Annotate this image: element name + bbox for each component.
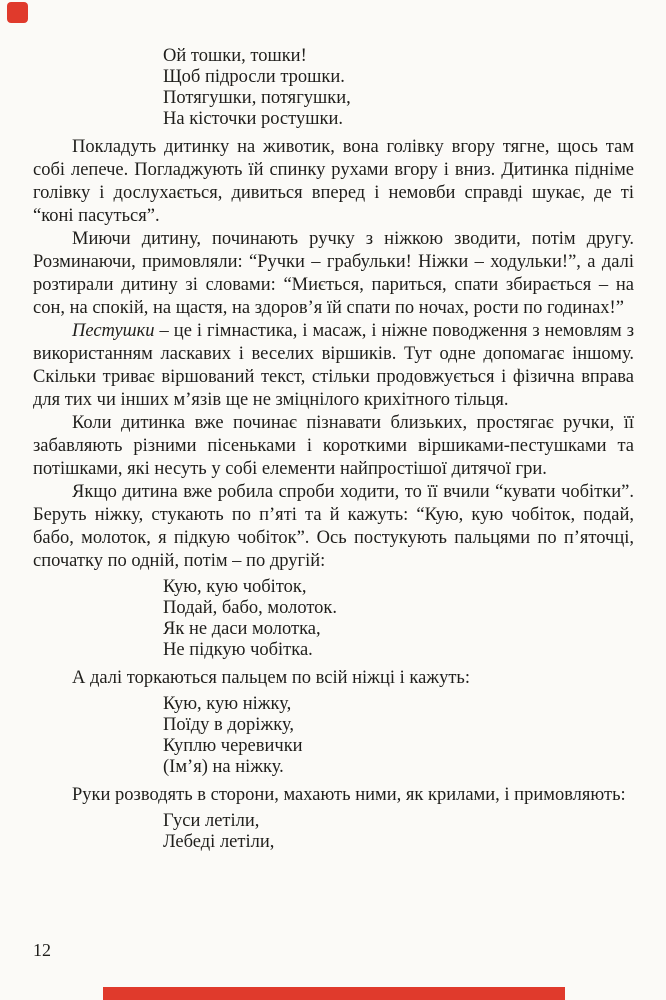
page-content bbox=[33, 42, 634, 859]
verse-line: Лебеді летіли, bbox=[163, 832, 275, 852]
verse-line: Гуси летіли, bbox=[163, 811, 260, 831]
verse-line: Куплю черевички bbox=[163, 736, 303, 756]
verse-line: Кую, кую чобіток, bbox=[163, 577, 307, 597]
verse-kuiu-chobitok bbox=[163, 577, 634, 661]
red-corner-mark bbox=[7, 2, 28, 23]
paragraph-pokladut: Покладуть дитинку на животик, вона голівку вгору тягне, щось там собі лепече. Погладжують їй спинку рухами вгору і вниз. Дитинка підніме голівку і дослухається, дивиться вперед і немовби справді шукає, де ті “коні пасуться”. bbox=[33, 137, 634, 226]
verse-oi-toshky bbox=[163, 46, 634, 130]
verse-husy-letily bbox=[163, 811, 634, 853]
paragraph-a-dali: А далі торкаються пальцем по всій ніжці і кажуть: bbox=[72, 668, 471, 688]
paragraph-koly-dytynka: Коли дитинка вже починає пізнавати близьких, простягає ручки, її забавляють різними пісеньками і короткими віршиками-пестушками та потішками, які несуть у собі елементи найпростішої дитячої гри. bbox=[33, 413, 634, 479]
paragraph-ruky-rozvodiat: Руки розводять в сторони, махають ними, як крилами, і примовляють: bbox=[72, 785, 626, 805]
verse-line: Не підкую чобітка. bbox=[163, 640, 313, 660]
red-bottom-bar bbox=[103, 987, 565, 1000]
page-number: 12 bbox=[33, 940, 51, 960]
paragraph-myiuchy: Миючи дитину, починають ручку з ніжкою зводити, потім другу. Розминаючи, примовляли: “Ручки – грабульки! Ніжки – ходульки!”, а далі розтирали дитину зі словами: “Миється, париться, спати збирається – на сон, на спокій, на щастя, на здоров’я їй спати по ночах, рости по годинах!” bbox=[33, 229, 634, 318]
verse-line: Кую, кую ніжку, bbox=[163, 694, 292, 714]
verse-line: Подай, бабо, молоток. bbox=[163, 598, 338, 618]
verse-line: (Ім’я) на ніжку. bbox=[163, 757, 284, 777]
verse-line: Щоб підросли трошки. bbox=[163, 67, 345, 87]
paragraph-text: – це і гімнастика, і масаж, і ніжне поводження з немовлям з використанням ласкавих і веселих віршиків. Тут одне допомагає іншому. Скільки триває віршований текст, стільки продовжується і фізична вправа для тих чи інших м’язів ще не зміцнілого крихітного тільця. bbox=[33, 321, 634, 410]
verse-kuiu-nizhku bbox=[163, 694, 634, 778]
term-pestushky: Пестушки bbox=[72, 321, 155, 341]
paragraph-yakshcho-dytyna: Якщо дитина вже робила спроби ходити, то її вчили “кувати чобітки”. Беруть ніжку, стукають по п’яті та й кажуть: “Кую, кую чобіток, подай, бабо, молоток, я підкую чобіток”. Ось постукують пальцями по п’яточці, спочатку по одній, потім – по другій: bbox=[33, 482, 634, 571]
verse-line: Ой тошки, тошки! bbox=[163, 46, 307, 66]
paragraph-pestushky bbox=[33, 320, 634, 412]
verse-line: Поїду в доріжку, bbox=[163, 715, 294, 735]
verse-line: Як не даси молотка, bbox=[163, 619, 321, 639]
verse-line: На кісточки ростушки. bbox=[163, 109, 343, 129]
verse-line: Потягушки, потягушки, bbox=[163, 88, 351, 108]
